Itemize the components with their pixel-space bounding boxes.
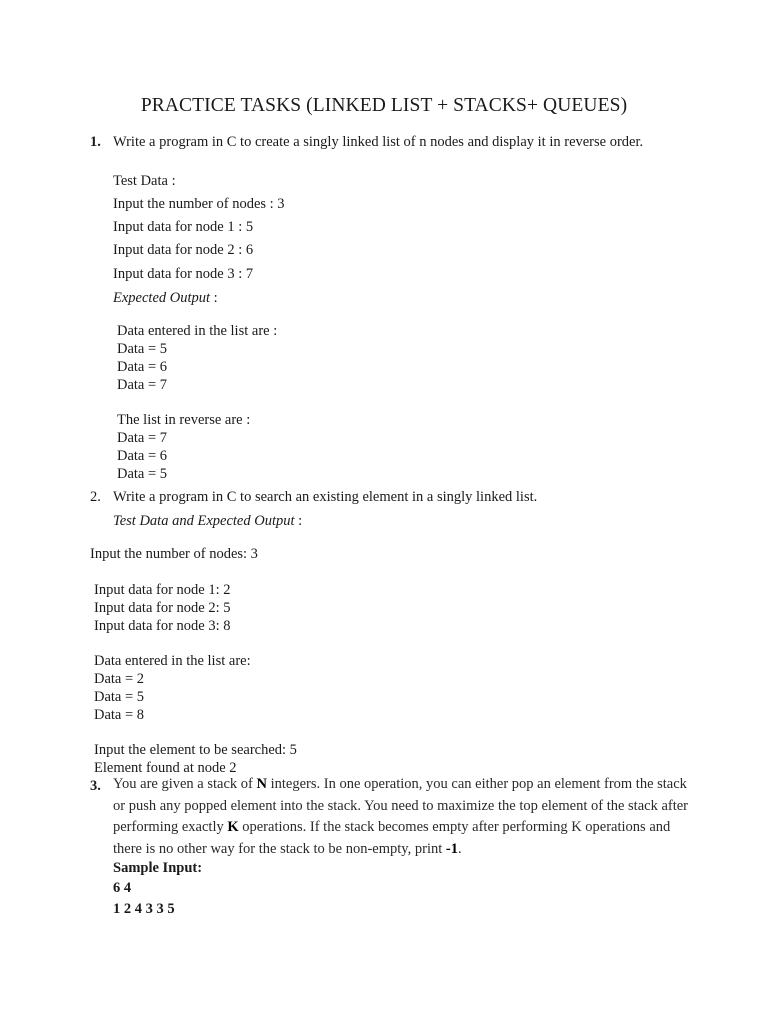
task3-text: integers. In one operation, you can either pop an element from the stack or push any popped element into the stack. You need to maximize the top element of the stack after performing exactly (113, 776, 689, 835)
task2-entered-line: Data = 5 (94, 689, 145, 705)
task3-number: 3. (90, 778, 101, 794)
task2-label-colon: : (294, 513, 303, 529)
task1-entered-header: Data entered in the list are : (117, 323, 278, 339)
task2-input-line: Input data for node 2: 5 (94, 600, 231, 616)
task3-sample-label: Sample Input: (113, 860, 203, 876)
task2-label-text: Test Data and Expected Output (113, 513, 295, 529)
task3-k-bold: K (227, 819, 239, 835)
task2-search-line: Input the element to be searched: 5 (94, 742, 297, 758)
task3-text: operations. If the stack becomes empty after performing K operations and there is no other way for the stack to be non-empty, print (113, 819, 671, 857)
task3-n-bold: N (256, 776, 267, 792)
task2-prompt: Write a program in C to search an existing element in a singly linked list. (113, 489, 538, 505)
task1-input-line: Input data for node 3 : 7 (113, 266, 254, 282)
task1-prompt: Write a program in C to create a singly linked list of n nodes and display it in reverse order. (113, 134, 644, 150)
task1-entered-line: Data = 5 (117, 341, 168, 357)
task1-input-line: Input data for node 1 : 5 (113, 219, 254, 235)
task3-sample-line: 6 4 (113, 880, 132, 896)
task2-input-line: Input data for node 1: 2 (94, 582, 231, 598)
task2-number: 2. (90, 489, 101, 505)
task1-input-line: Input the number of nodes : 3 (113, 196, 285, 212)
task1-entered-line: Data = 7 (117, 377, 168, 393)
task1-reverse-line: Data = 7 (117, 430, 168, 446)
task1-reverse-line: Data = 6 (117, 448, 168, 464)
task2-entered-line: Data = 8 (94, 707, 145, 723)
task2-found-line: Element found at node 2 (94, 760, 237, 776)
page-title: PRACTICE TASKS (LINKED LIST + STACKS+ QUEUES) (140, 95, 628, 116)
task1-entered-line: Data = 6 (117, 359, 168, 375)
task3-description (113, 774, 688, 860)
task1-input-line: Input data for node 2 : 6 (113, 242, 254, 258)
task2-entered-header: Data entered in the list are: (94, 653, 251, 669)
task2-input-line: Input data for node 3: 8 (94, 618, 231, 634)
task3-text: . (457, 840, 462, 857)
task2-num-nodes: Input the number of nodes: 3 (90, 546, 258, 562)
expected-output-text: Expected Output (113, 290, 211, 306)
task1-expected-output-label (113, 290, 218, 307)
task3-sample-line: 1 2 4 3 3 5 (113, 901, 175, 917)
task2-label (113, 513, 302, 530)
task1-reverse-line: Data = 5 (117, 466, 168, 482)
task3-neg-bold: -1 (445, 840, 458, 857)
expected-output-colon: : (210, 290, 218, 306)
task3-text: You are given a stack of (113, 776, 257, 792)
task1-test-data-label: Test Data : (113, 173, 176, 189)
task1-number: 1. (90, 134, 101, 150)
task2-entered-line: Data = 2 (94, 671, 145, 687)
task1-reverse-header: The list in reverse are : (117, 412, 251, 428)
